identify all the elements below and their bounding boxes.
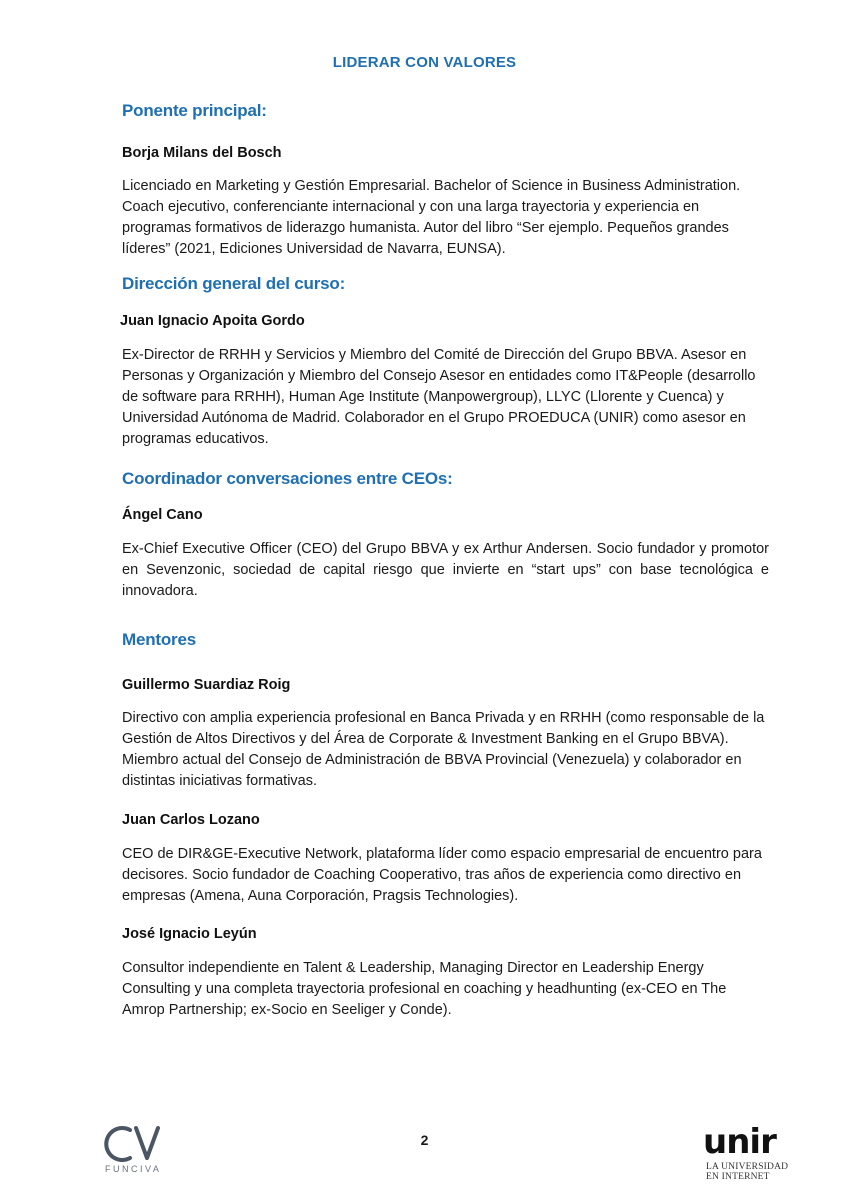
- unir-tagline-line1: LA UNIVERSIDAD: [706, 1162, 789, 1172]
- person-bio: Directivo con amplia experiencia profesional en Banca Privada y en RRHH (como responsable de la Gestión de Altos Directivos y del Área de Corporate & Investment Banking en el Grupo BBVA). Miembro actual del Consejo de Administración de BBVA Provincial (Venezuela) y colaborador en distintas iniciativas formativas.: [122, 710, 765, 789]
- person-name: Juan Carlos Lozano: [122, 812, 260, 828]
- person-name: Ángel Cano: [122, 507, 203, 523]
- section-heading-mentores: Mentores: [122, 630, 196, 649]
- section-heading-coordinador: Coordinador conversaciones entre CEOs:: [122, 469, 453, 488]
- unir-wordmark: unir: [703, 1122, 776, 1162]
- person-name: Juan Ignacio Apoita Gordo: [120, 313, 305, 329]
- document-title: LIDERAR CON VALORES: [332, 54, 517, 71]
- funciva-logo-icon: [100, 1122, 170, 1182]
- person-bio: CEO de DIR&GE-Executive Network, plataforma líder como espacio empresarial de encuentro para decisores. Socio fundador de Coaching Cooperativo, tras años de experiencia como directivo en empresas (Amena, Auna Corporación, Pragsis Technologies).: [122, 846, 762, 904]
- page-number: 2: [420, 1132, 429, 1148]
- person-name: José Ignacio Leyún: [122, 926, 257, 942]
- unir-tagline-line2: EN INTERNET: [706, 1172, 770, 1182]
- person-name: Borja Milans del Bosch: [122, 145, 282, 161]
- section-heading-direccion: Dirección general del curso:: [122, 274, 346, 293]
- person-bio: Licenciado en Marketing y Gestión Empresarial. Bachelor of Science in Business Administration. Coach ejecutivo, conferenciante internacional y con una larga trayectoria y experiencia en programas formativos de liderazgo humanista. Autor del libro “Ser ejemplo. Pequeños grandes líderes” (2021, Ediciones Universidad de Navarra, EUNSA).: [122, 178, 741, 257]
- person-bio: Consultor independiente en Talent & Leadership, Managing Director en Leadership Energy Consulting y una completa trayectoria profesional en coaching y headhunting (ex-CEO en The Amrop Partnership; ex-Socio en Seeliger y Conde).: [122, 960, 727, 1018]
- unir-logo-icon: [703, 1124, 813, 1184]
- person-bio: Ex-Director de RRHH y Servicios y Miembro del Comité de Dirección del Grupo BBVA. Asesor en Personas y Organización y Miembro del Consejo Asesor en entidades como IT&People (desarrollo de software para RRHH), Human Age Institute (Manpowergroup), LLYC (Llorente y Cuenca) y Universidad Autónoma de Madrid. Colaborador en el Grupo PROEDUCA (UNIR) como asesor en programas educativos.: [122, 347, 756, 447]
- person-name: Guillermo Suardiaz Roig: [122, 677, 291, 693]
- section-heading-ponente: Ponente principal:: [122, 101, 267, 120]
- person-bio: Ex-Chief Executive Officer (CEO) del Grupo BBVA y ex Arthur Andersen. Socio fundador y promotor en Sevenzonic, sociedad de capital riesgo que invierte en “start ups” con base tecnológica e innovadora.: [122, 541, 769, 599]
- funciva-name: FUNCIVA: [105, 1164, 162, 1174]
